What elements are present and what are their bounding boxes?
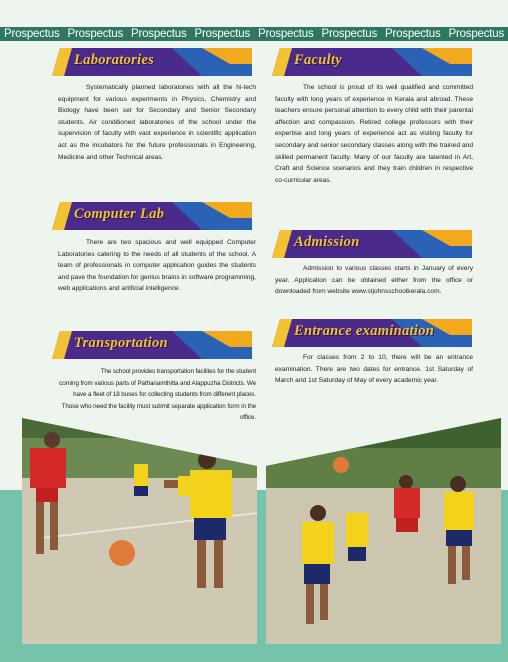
header-label: Prospectus	[194, 28, 251, 40]
transportation-banner	[52, 330, 252, 360]
header-label: Prospectus	[321, 28, 378, 40]
header-strip	[0, 27, 508, 41]
computer-lab-title: Computer Lab	[74, 206, 165, 222]
computer-lab-banner	[52, 201, 252, 231]
football-photo-right	[266, 418, 501, 644]
admission-text: Admission to various classes starts in January of every year. Application can be obtained either from the office or downloaded from website www.stjohnsschoolkerala.com.	[275, 265, 473, 296]
entrance-title: Entrance examination	[294, 323, 435, 339]
admission-title: Admission	[294, 234, 360, 250]
faculty-text: The school is proud of its well qualified and committed faculty with long years of experience in Kerala and abroad. These teachers ensure personal attention to every child with their parental affection and compassion. Retired college professors with their expertise and long years of experience act as visiting faculty for secondary and senior secondary classes along with the trained and skilled permanent faculty. Many of our faculty are talented in Art, Craft and Science scenarios and they train children in respective co-curricular areas.	[275, 84, 473, 184]
transportation-title: Transportation	[74, 335, 168, 351]
header-label: Prospectus	[67, 28, 124, 40]
football-photo-left	[22, 418, 257, 644]
header-label: Prospectus	[130, 28, 187, 40]
computer-lab-text: There are two spacious and well equipped Computer Laboratories catering to the needs of all students of the school. A team of professionals in computer application guides the students and pave the foundation for genius brains in software programming, web applications and artificial intelligence.	[58, 239, 256, 293]
header-label: Prospectus	[448, 28, 505, 40]
laboratories-text: Systematically planned laboratories with all the hi-tech equipment for various experiments in Physics, Chemistry and Biology have been set for Secondary and Senior Secondary students. Air conditioned laboratories of the school under the supervision of faculty with vast experience in scientific application act as the incubators for the future professionals in Engineering, Medicine and other Technical areas.	[58, 84, 256, 161]
admission-banner	[272, 229, 472, 259]
entrance-banner	[272, 318, 472, 348]
laboratories-title: Laboratories	[74, 52, 155, 68]
faculty-title: Faculty	[294, 52, 343, 68]
entrance-text: For classes from 2 to 10, there will be an entrance examination. There are two dates for entrance. 1st Saturday of March and 1st Saturday of May of every academic year.	[275, 354, 473, 385]
laboratories-banner	[52, 47, 252, 77]
transportation-text: The school provides transportation facilites for the student coming from various parts of Pathanamthitta and Alappuzha Districts. We have a fleet of 18 buses for collecting students from different places. Those who need the facility must submit separate application form in the office.	[59, 368, 256, 422]
header-label: Prospectus	[3, 28, 60, 40]
faculty-banner	[272, 47, 472, 77]
header-label: Prospectus	[257, 28, 314, 40]
header-label: Prospectus	[384, 28, 441, 40]
